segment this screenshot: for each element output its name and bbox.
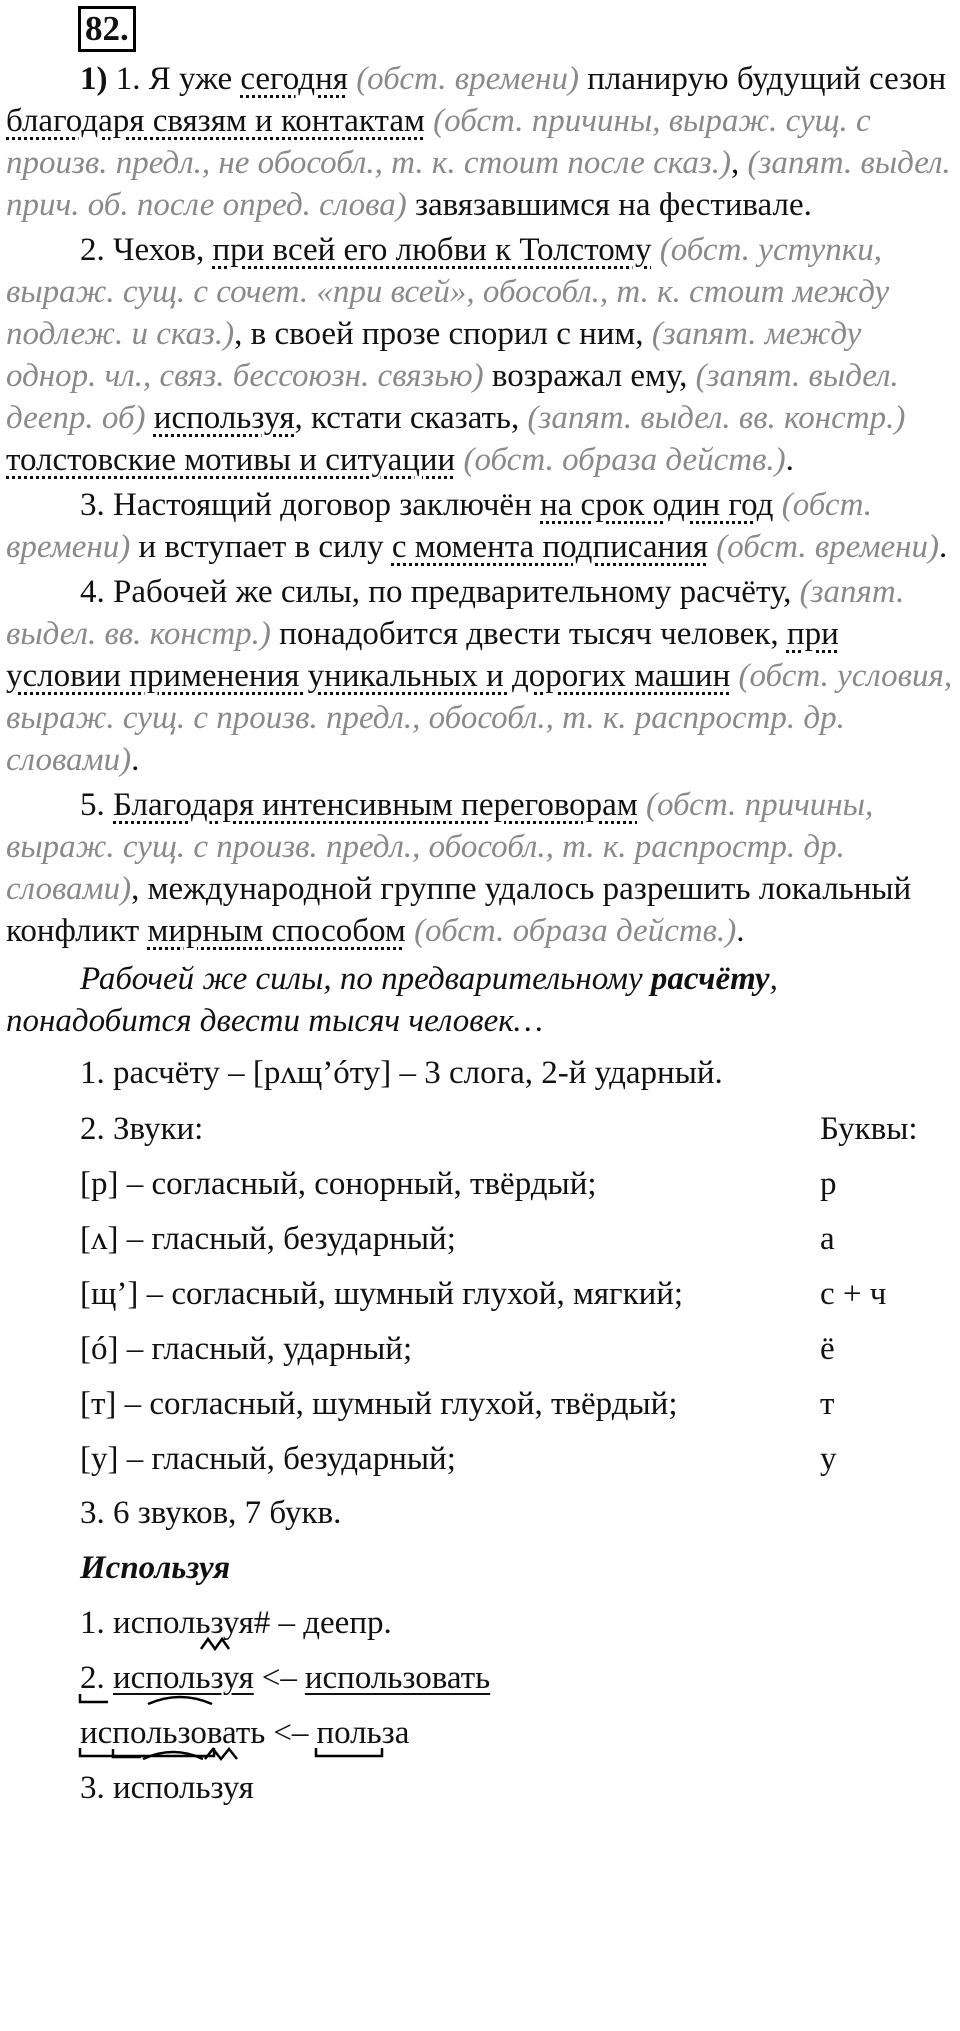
s5-text-2: , международной группе удалось разрешить локальный конфликт (6, 871, 912, 949)
letters-cell: т (820, 1385, 835, 1422)
sounds-header: 2. Звуки: (80, 1110, 204, 1147)
s2-note-5: (обст. образа действ.) (463, 442, 786, 478)
morph-word-ispolzovat: использовать (304, 1660, 491, 1696)
sounds-header-row (80, 1101, 940, 1156)
letters-cell: ё (820, 1330, 835, 1367)
morph-line2-num: 2. (80, 1660, 113, 1696)
morph-word-text: используя (113, 1770, 254, 1806)
s2-note-3: (запят. выдел. деепр. об) (6, 358, 899, 436)
s5-adverbial-1: Благодаря интенсивным переговорам (113, 787, 638, 823)
sound-cell: [у] – гласный, безударный; (80, 1440, 456, 1477)
quote-pre: Рабочей же силы, по предварительному (80, 961, 651, 997)
s2-adverbial-3: толстовские мотивы и ситуации (6, 442, 456, 478)
morph-word-text: используя (113, 1660, 254, 1696)
s1-text-4: завязавшимся на фестивале. (406, 187, 812, 223)
s3-text-3: . (939, 529, 948, 565)
sounds-table (80, 1101, 940, 1486)
sound-cell: [щ’] – согласный, шумный глухой, мягкий; (80, 1275, 684, 1312)
letters-cell: а (820, 1220, 835, 1257)
sound-cell: [ó] – гласный, ударный; (80, 1330, 413, 1367)
morph-word-ispolzuya-2 (113, 1761, 254, 1816)
s3-adverbial-2: с момента подписания (391, 529, 708, 565)
s2-note-1: (обст. уступки, выраж. сущ. с сочет. «при всей», обособл., т. к. стоит между подлеж. и сказ.) (6, 232, 890, 352)
s5-text: 5. (80, 787, 113, 823)
exercise-number: 82. (78, 6, 136, 52)
s5-adverbial-2: мирным способом (147, 913, 406, 949)
s2-text-5: . (785, 442, 794, 478)
s1-text: 1. Я уже (115, 61, 241, 97)
sentence-2 (6, 229, 956, 481)
prefix-root-mark-icon (80, 1692, 280, 1712)
morph-word-text: польза (316, 1715, 410, 1751)
s1-text-3: , (731, 145, 748, 181)
sound-cell: [т] – согласный, шумный глухой, твёрдый; (80, 1385, 678, 1422)
s1-adverbial-1: сегодня (240, 61, 348, 97)
s3-note-1: (обст. времени) (6, 487, 873, 565)
phonetic-item-3: 3. 6 звуков, 7 букв. (80, 1495, 342, 1531)
table-row (80, 1321, 940, 1376)
s1-text-2: планирую будущий сезон (579, 61, 947, 97)
s5-note-1: (обст. причины, выраж. сущ. с произв. предл., обособл., т. к. распростр. др. словами) (6, 787, 874, 907)
table-row (80, 1431, 940, 1486)
morpheme-marks-icon (113, 1747, 273, 1767)
letters-cell: с + ч (820, 1275, 887, 1312)
table-row (80, 1376, 940, 1431)
sentence-5 (6, 784, 956, 952)
s5-text-3: . (736, 913, 745, 949)
s4-text-3: . (131, 742, 140, 778)
letters-cell: у (820, 1440, 837, 1477)
s4-adverbial-1: при условии применения уникальных и дорогих машин (6, 616, 839, 694)
s5-note-2: (обст. образа действ.) (414, 913, 737, 949)
s2-text: 2. Чехов, (80, 232, 213, 268)
sound-cell: [ʌ] – гласный, безударный; (80, 1220, 456, 1257)
s2-note-2: (запят. между однор. чл., связ. бессоюзн. связью) (6, 316, 862, 394)
s3-adverbial-1: на срок один год (540, 487, 774, 523)
sentence-1 (6, 58, 956, 226)
morph-word-text: использовать (80, 1715, 266, 1751)
sentence-4 (6, 571, 956, 781)
morph-line4-num: 3. (80, 1770, 113, 1806)
letters-cell: р (820, 1165, 837, 1202)
table-row (80, 1156, 940, 1211)
morph-line-1: 1. используя# – деепр. (80, 1605, 392, 1641)
s3-text: 3. Настоящий договор заключён (80, 487, 540, 523)
letters-header: Буквы: (820, 1110, 918, 1147)
quote-post: , понадобится двести тысяч человек… (6, 961, 778, 1039)
quote-word: расчёту (650, 961, 770, 997)
sound-cell: [р] – согласный, сонорный, твёрдый; (80, 1165, 597, 1202)
s4-note-2: (обст. условия, выраж. сущ. с произв. предл., обособл., т. к. распростр. др. словами) (6, 658, 953, 778)
s3-note-2: (обст. времени) (716, 529, 940, 565)
s4-text: 4. Рабочей же силы, по предварительному расчёту, (80, 574, 800, 610)
suffix-mark-icon (113, 1637, 263, 1657)
table-row (80, 1211, 940, 1266)
s1-note-1: (обст. времени) (356, 61, 580, 97)
document (6, 0, 956, 1816)
s2-text-2: , в своей прозе спорил с ним, (234, 316, 652, 352)
s4-note-1: (запят. выдел. вв. констр.) (6, 574, 905, 652)
s2-note-4: (запят. выдел. вв. констр.) (527, 400, 906, 436)
s1-adverbial-2: благодаря связям и контактам (6, 103, 425, 139)
derivation-arrow: <– (261, 1660, 297, 1696)
s2-text-4: , кстати сказать, (294, 400, 528, 436)
morph-word-polza (316, 1706, 409, 1761)
derivation-arrow: <– (273, 1715, 309, 1751)
s4-text-2: понадобится двести тысяч человек, (270, 616, 787, 652)
base-underline-icon (316, 1744, 436, 1804)
s2-adverbial-2: используя (153, 400, 295, 436)
morph-line-4 (80, 1761, 956, 1816)
s2-adverbial-1: при всей его любви к Толстому (212, 232, 652, 268)
sentence-3 (6, 484, 956, 568)
morph-heading: Используя (80, 1550, 231, 1586)
s1-note-3: (запят. выдел. прич. об. после опред. слова) (6, 145, 951, 223)
s2-text-3: возражал ему, (483, 358, 696, 394)
phonetic-quote (6, 958, 956, 1042)
s1-note-2: (обст. причины, выраж. сущ. с произв. предл., не обособл., т. к. стоит после сказ.) (6, 103, 871, 181)
part-label: 1) (80, 61, 108, 97)
phonetic-item-1: 1. расчёту – [рʌщ’óту] – 3 слога, 2-й ударный. (80, 1055, 723, 1091)
table-row (80, 1266, 940, 1321)
s3-text-2: и вступает в силу (130, 529, 392, 565)
